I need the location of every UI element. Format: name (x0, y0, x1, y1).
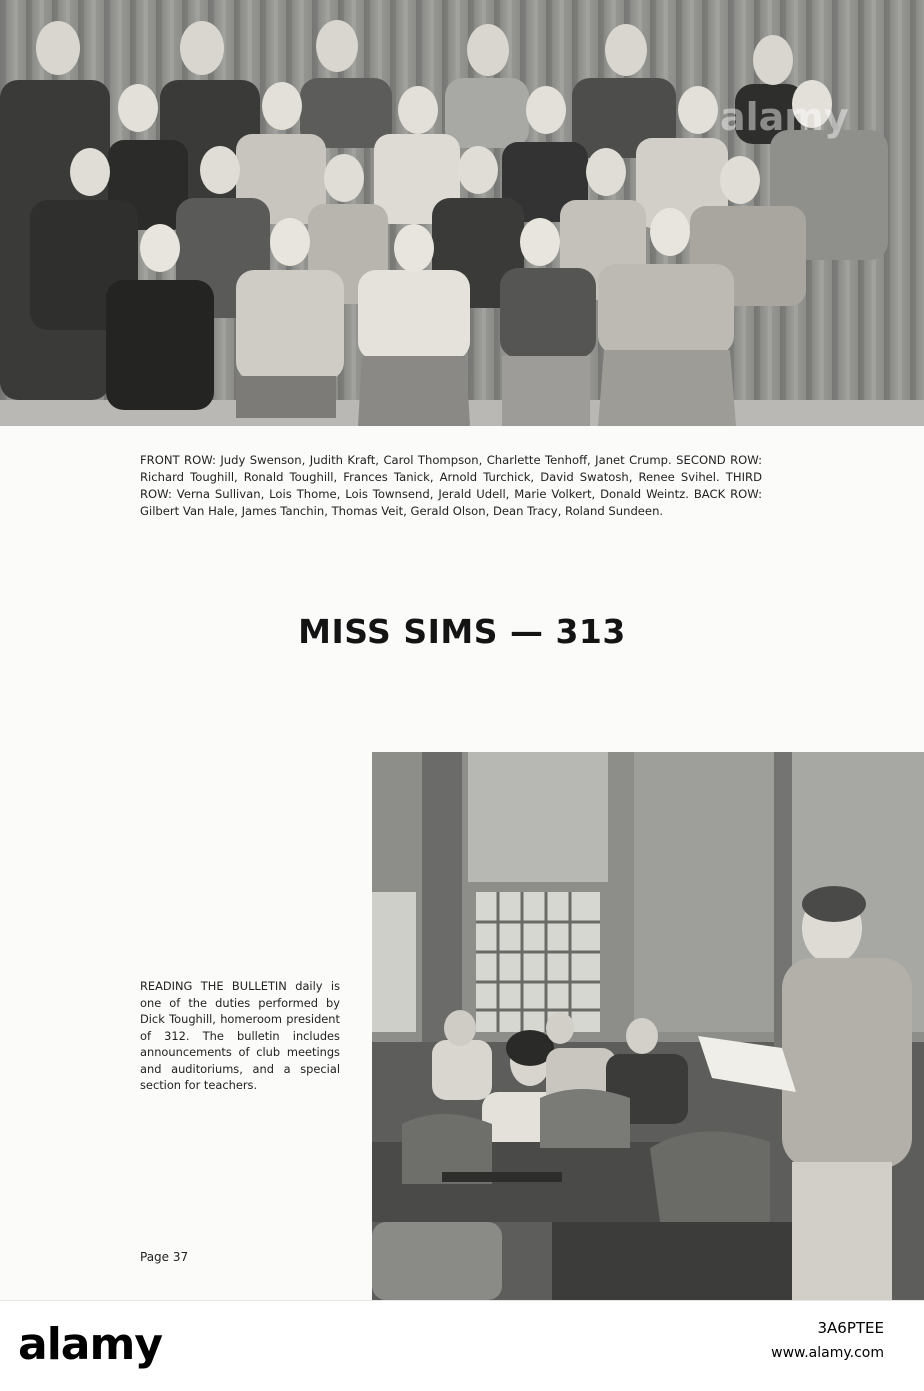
stock-footer (0, 1300, 924, 1391)
watermark-text: alamy (720, 95, 849, 139)
class-photo-caption: READING THE BULLETIN daily is one of the duties performed by Dick Toughill, homeroom president of 312. The bulletin includes announcements of club meetings and auditoriums, and a special section for teachers. (140, 979, 340, 1092)
stock-url: www.alamy.com (771, 1345, 884, 1361)
classroom-photo (372, 752, 924, 1300)
page-number: Page 37 (140, 1250, 189, 1264)
group-photo-caption: FRONT ROW: Judy Swenson, Judith Kraft, Carol Thompson, Charlette Tenhoff, Janet Crump. SECOND ROW: Richard Toughill, Ronald Toughill, Frances Tanick, Arnold Turchick, David Swatosh, Renee Svihel. THIRD ROW: Verna Sullivan, Lois Thome, Lois Townsend, Jerald Udell, Marie Volkert, Donald Weintz. BACK ROW: Gilbert Van Hale, James Tanchin, Thomas Veit, Gerald Olson, Dean Tracy, Roland Sundeen. (140, 453, 762, 518)
group-photo (0, 0, 924, 426)
alamy-logo: alamy (18, 1319, 162, 1370)
page-title: MISS SIMS — 313 (298, 612, 626, 651)
image-id: 3A6PTEE (817, 1319, 884, 1337)
